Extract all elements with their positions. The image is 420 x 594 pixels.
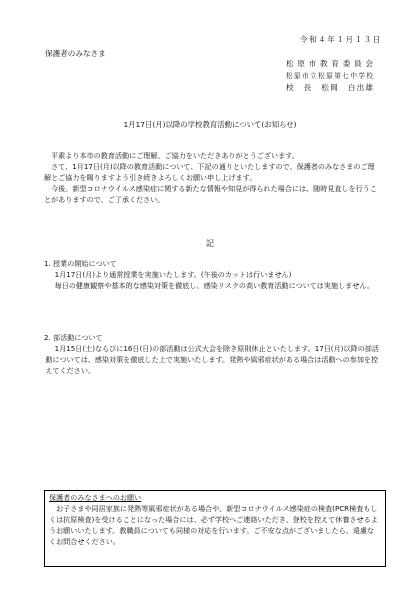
ki-label: 記 [206, 239, 214, 248]
section-1-heading: 1. 授業の開始について [44, 259, 117, 268]
notice-body: お子さまや同居家族に発熱等風邪症状がある場合や、新型コロナウイルス感染症の検査(PCR検査もしくは抗原検査)を受けることになった場合には、必ず学校へご連絡いただき、登校を控えて休養させるようお願いいたします。教職員についても同様の対応を行います。ご不安な点がございましたら、遠慮なくお問合せください。 [49, 503, 378, 546]
section-1 [44, 259, 382, 292]
notice-title: 保護者のみなさまへのお願い [49, 493, 142, 502]
date: 令和４年１月１３日 [300, 35, 382, 44]
issuer-board: 松原市教育委員会 [286, 59, 373, 68]
section-1-line-2: 毎日の健康観察や基本的な感染対策を徹底し、感染リスクの高い教育活動については実施しません。 [54, 280, 374, 290]
page-title: 1月17日(月)以降の学校教育活動について(お知らせ) [123, 120, 297, 129]
section-2 [44, 333, 382, 377]
issuer-block [286, 60, 373, 93]
recipient: 保護者のみなさま [45, 49, 106, 58]
notice-box [44, 490, 386, 567]
intro-block [44, 151, 380, 206]
section-2-heading: 2. 部活動について [44, 333, 103, 342]
intro-paragraph-2: さて、1月17日(月)以降の教育活動について、下記の通りといたしますので、保護者のみなさまのご理解とご協力を賜りますよう引き続きよろしくお願い申し上げます。 [44, 161, 375, 182]
section-2-body: 1月15日(土)ならびに16日(日)の部活動は公式大会を除き原則休止といたします。17日(月)以降の部活動については、感染対策を徹底した上で実施いたします。発熱や風邪症状がある場合は活動への参加を控えてください。 [45, 343, 379, 375]
section-1-line-1: 1月17日(月)より通常授業を実施いたします。(午後のカットは行いません) [54, 269, 292, 279]
intro-paragraph-3: 今後、新型コロナウイルス感染症に関する新たな情報や知見が得られた場合には、随時見直しを行うことがありますので、ご了承ください。 [44, 183, 377, 204]
issuer-school: 松原市立松原第七中学校 [286, 71, 373, 80]
issuer-principal: 校 長 松岡 白出雄 [286, 83, 373, 93]
intro-paragraph-1: 平素より本市の教育活動にご理解、ご協力をいただきありがとうございます。 [51, 151, 299, 160]
